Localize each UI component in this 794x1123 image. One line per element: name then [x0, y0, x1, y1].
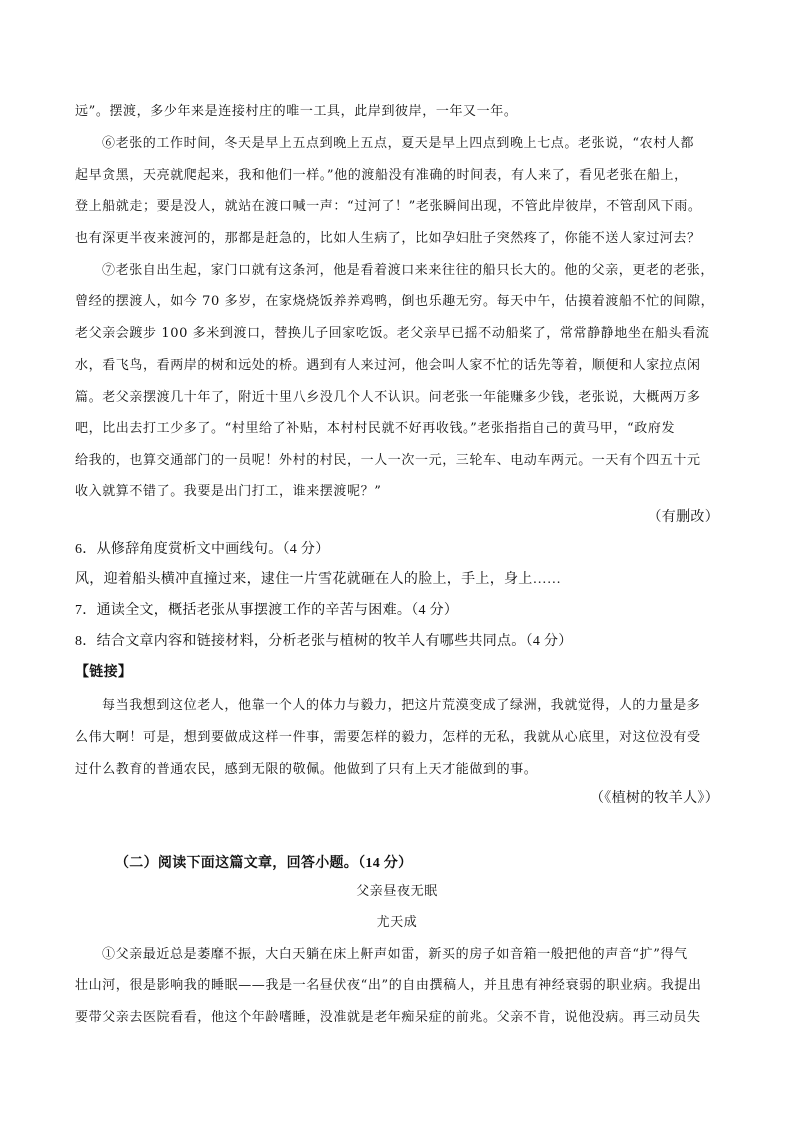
passage-line: 起早贪黑，天亮就爬起来，我和他们一样。”他的渡船没有准确的时间表，有人来了，看见老张在船上，	[75, 168, 688, 183]
passage-line: 水，看飞鸟，看两岸的树和远处的桥。遇到有人来过河，他会叫人家不忙的话先等着，顺便和人家拉点闲	[75, 358, 701, 373]
link-source: （《植树的牧羊人》）	[590, 791, 719, 806]
article-title: 父亲昼夜无眠	[356, 884, 438, 899]
passage-line: 曾经的摆渡人，如今 70 多岁，在家烧烧饭养养鸡鸭，倒也乐趣无穷。每天中午，估摸着渡船不忙的间隙，	[75, 294, 715, 309]
passage-line: ⑥老张的工作时间，冬天是早上五点到晚上五点，夏天是早上四点到晚上七点。老张说，“农村人都	[102, 136, 695, 151]
article-line: ①父亲最近总是萎靡不振，大白天躺在床上鼾声如雷，新买的房子如音箱一般把他的声音“扩”得气	[102, 947, 688, 962]
question-8: 8．结合文章内容和链接材料，分析老张与植树的牧羊人有哪些共同点。（4 分）	[75, 634, 573, 649]
link-line: 么伟大啊！可是，想到要做成这样一件事，需要怎样的毅力，怎样的无私，我就从心底里，对这位没有受	[75, 730, 701, 745]
question-6: 6．从修辞角度赏析文中画线句。（4 分）	[75, 542, 330, 557]
link-line: 每当我想到这位老人，他靠一个人的体力与毅力，把这片荒漠变成了绿洲，我就觉得，人的力量是多	[102, 698, 701, 713]
question-7: 7．通读全文，概括老张从事摆渡工作的辛苦与困难。（4 分）	[75, 603, 459, 618]
article-line: 要带父亲去医院看看，他这个年龄嗜睡，没准就是老年痴呆症的前兆。父亲不肯，说他没病。再三动员失	[75, 1010, 701, 1025]
section-heading: （二）阅读下面这篇文章，回答小题。（14 分）	[115, 856, 413, 871]
passage-line: 远”。摆渡，多少年来是连接村庄的唯一工具，此岸到彼岸，一年又一年。	[75, 104, 518, 119]
passage-line: 也有深更半夜来渡河的，那都是赶急的，比如人生病了，比如孕妇肚子突然疼了，你能不送人家过河去？	[75, 231, 701, 246]
passage-line: 给我的，也算交通部门的一员呢！外村的村民，一人一次一元，三轮车、电动车两元。一天有个四五十元	[75, 453, 701, 468]
passage-line: ⑦老张自出生起，家门口就有这条河，他是看着渡口来来往往的船只长大的。他的父亲，更老的老张，	[102, 263, 715, 278]
link-line: 过什么教育的普通农民，感到无限的敬佩。他做到了只有上天才能做到的事。	[75, 762, 538, 777]
article-author: 尤天成	[376, 915, 418, 930]
passage-line: 篇。老父亲摆渡几十年了，附近十里八乡没几个人不认识。问老张一年能赚多少钱，老张说，大概两万多	[75, 390, 701, 405]
passage-line: 登上船就走；要是没人，就站在渡口喊一声：“过河了！”老张瞬间出现，不管此岸彼岸，不管刮风下雨。	[75, 199, 702, 214]
passage-line: 老父亲会踱步 100 多米到渡口，替换儿子回家吃饭。老父亲早已摇不动船桨了，常常静静地坐在船头看流	[75, 326, 710, 341]
passage-line: 吧，比出去打工少多了。“村里给了补贴，本村村民就不好再收钱。”老张指指自己的黄马甲，“政府发	[75, 421, 676, 436]
source-note: （有删改）	[647, 510, 719, 525]
passage-line: 收入就算不错了。我要是出门打工，谁来摆渡呢？”	[75, 484, 382, 499]
article-line: 壮山河，很是影响我的睡眠——我是一名昼伏夜“出”的自由撰稿人，并且患有神经衰弱的职业病。我提出	[75, 978, 702, 993]
link-heading: 【链接】	[75, 665, 133, 680]
question-6-quote: 风，迎着船头横冲直撞过来，逮住一片雪花就砸在人的脸上，手上，身上……	[75, 572, 562, 587]
